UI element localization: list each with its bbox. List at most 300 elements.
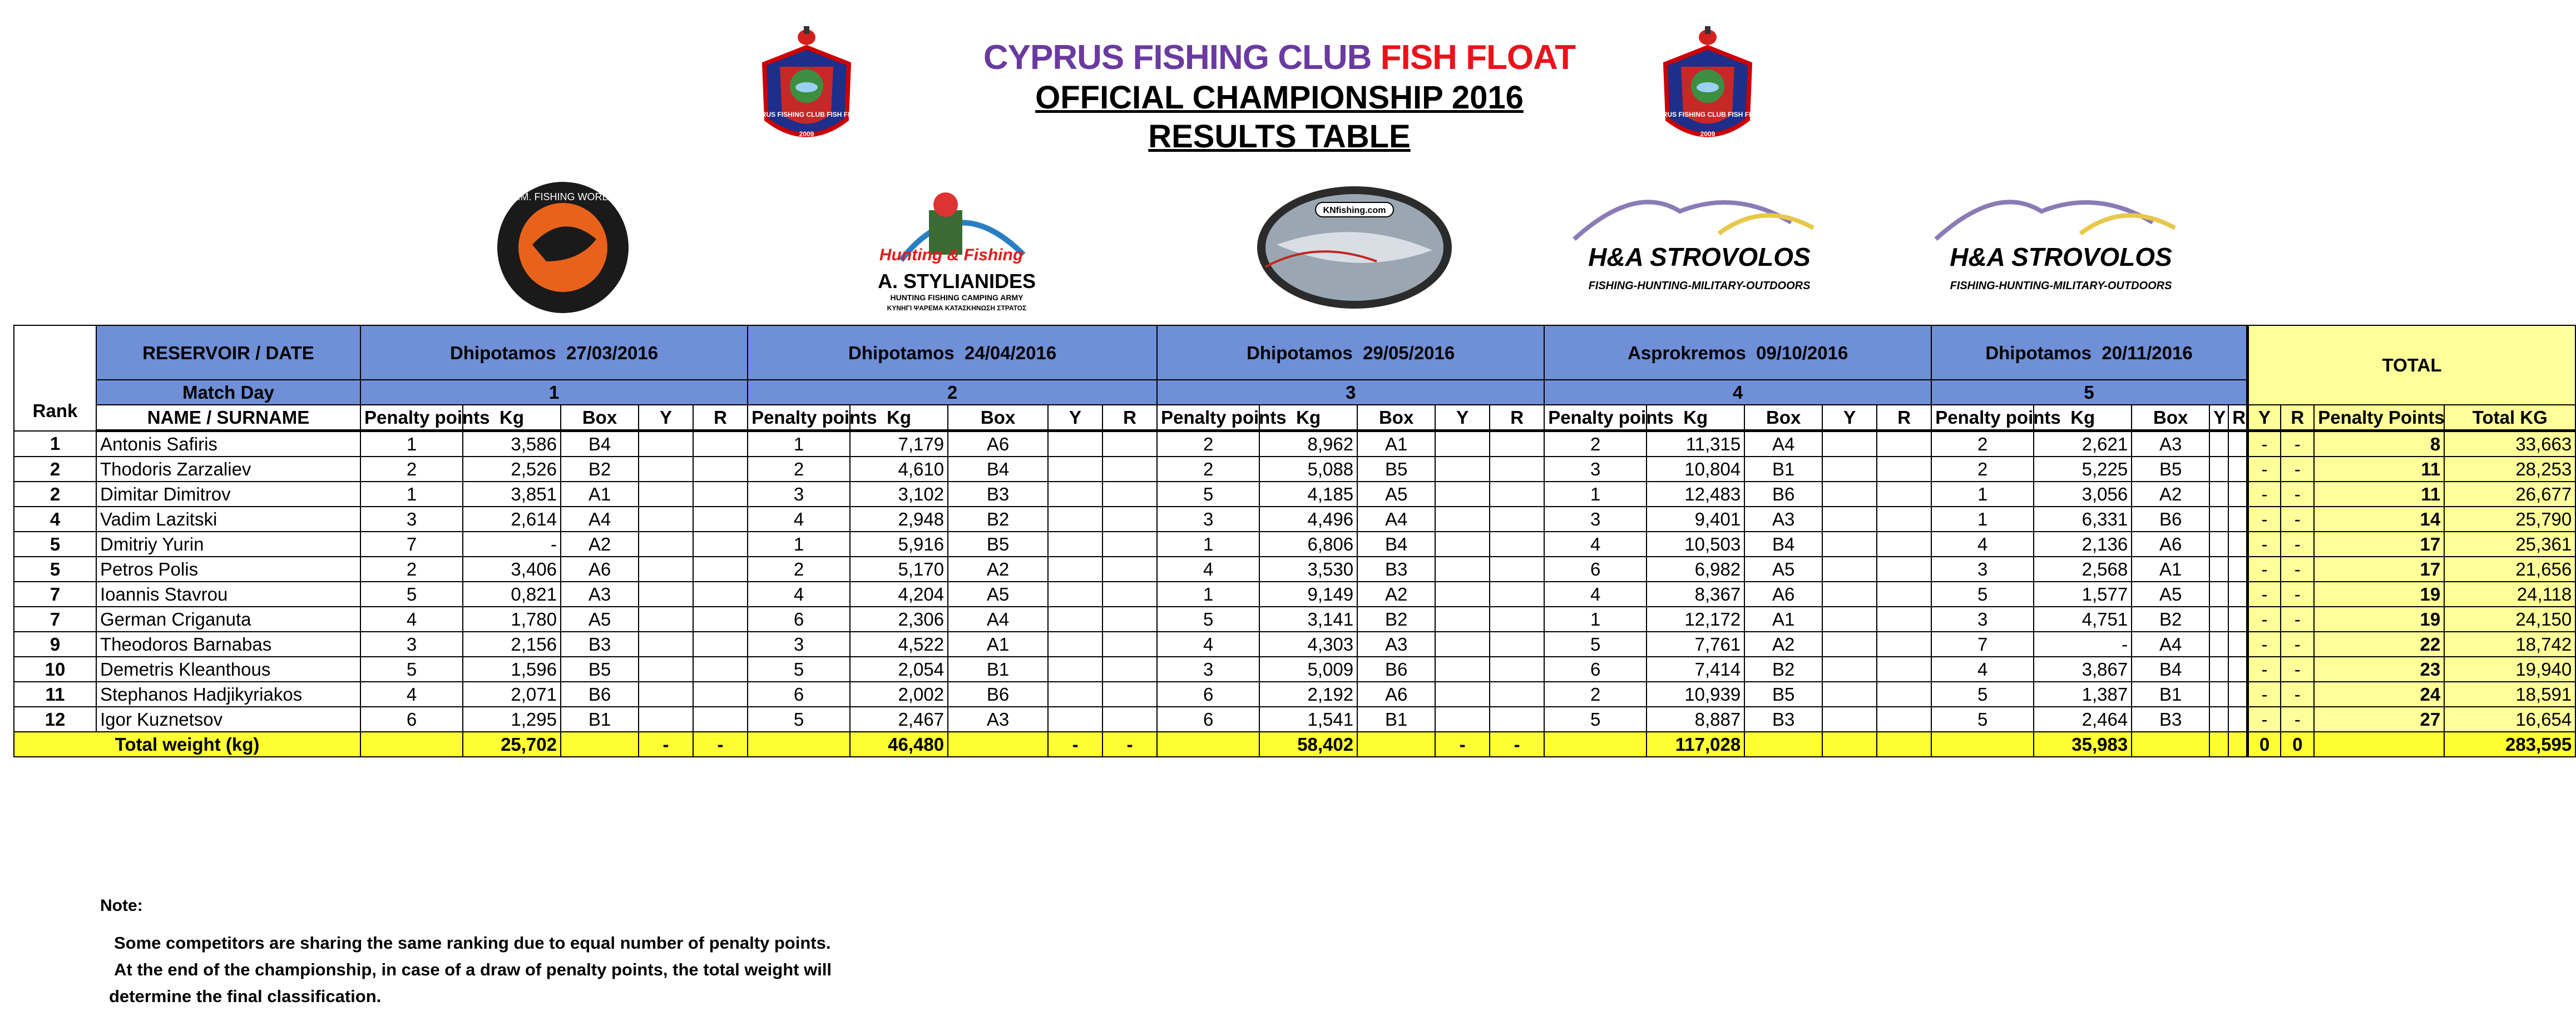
col-box-header: Box xyxy=(948,405,1048,431)
name-cell: Thodoris Zarzaliev xyxy=(96,457,360,482)
y-cell xyxy=(1822,632,1877,657)
kg-cell: 4,185 xyxy=(1259,482,1357,507)
penalty-cell: 3 xyxy=(1157,657,1259,682)
kg-cell: 7,761 xyxy=(1647,632,1744,657)
penalty-cell: 1 xyxy=(1544,482,1647,507)
r-cell xyxy=(2228,707,2247,732)
kg-cell: 9,401 xyxy=(1647,507,1744,532)
r-cell xyxy=(1877,682,1931,707)
r-cell xyxy=(2228,431,2247,457)
kg-cell: 2,948 xyxy=(850,507,948,532)
penalty-cell: 1 xyxy=(360,431,463,457)
name-cell: Stephanos Hadjikyriakos xyxy=(96,682,360,707)
y-cell xyxy=(1435,557,1490,582)
kg-cell: 5,009 xyxy=(1259,657,1357,682)
total-y-header: Y xyxy=(2247,405,2281,431)
kg-cell: 2,192 xyxy=(1259,682,1357,707)
penalty-cell: 4 xyxy=(360,607,463,632)
match-total-y xyxy=(1822,732,1877,757)
box-cell: A1 xyxy=(2132,557,2209,582)
r-cell xyxy=(1102,582,1157,607)
col-r-header: R xyxy=(1102,405,1157,431)
rank-cell: 2 xyxy=(14,482,96,507)
r-cell xyxy=(2228,582,2247,607)
total-weight-label: Total weight (kg) xyxy=(14,732,360,757)
box-cell: A4 xyxy=(1744,431,1822,457)
kg-cell: 4,303 xyxy=(1259,632,1357,657)
kg-cell: 3,586 xyxy=(463,431,561,457)
total-r-cell: - xyxy=(2281,682,2314,707)
name-cell: Igor Kuznetsov xyxy=(96,707,360,732)
penalty-cell: 1 xyxy=(748,532,850,557)
r-cell xyxy=(1102,707,1157,732)
strovolos-logo-1-sub: FISHING-HUNTING-MILITARY-OUTDOORS xyxy=(1588,280,1811,292)
kg-cell: 4,204 xyxy=(850,582,948,607)
kg-cell: 2,526 xyxy=(463,457,561,482)
r-cell xyxy=(1102,682,1157,707)
match-total-y: - xyxy=(639,732,693,757)
penalty-cell: 2 xyxy=(360,457,463,482)
y-cell xyxy=(1435,582,1490,607)
total-kg-cell: 33,663 xyxy=(2444,431,2575,457)
col-r-header: R xyxy=(693,405,748,431)
r-cell xyxy=(693,482,748,507)
total-r-cell: - xyxy=(2281,557,2314,582)
y-cell xyxy=(639,682,693,707)
box-cell: A4 xyxy=(2132,632,2209,657)
y-cell xyxy=(2209,632,2228,657)
header-line3: RESULTS TABLE xyxy=(1148,118,1411,155)
knfishing-logo xyxy=(1254,184,1455,311)
box-cell: B6 xyxy=(1357,657,1435,682)
grand-total-kg: 283,595 xyxy=(2444,732,2575,757)
y-cell xyxy=(1435,431,1490,457)
y-cell xyxy=(2209,431,2228,457)
y-cell xyxy=(1048,482,1102,507)
match-total-r: - xyxy=(693,732,748,757)
amfw-logo xyxy=(485,178,641,317)
stylianides-logo xyxy=(868,177,1046,316)
grand-total-y: 0 xyxy=(2247,732,2281,757)
y-cell xyxy=(1048,431,1102,457)
total-penalty-empty xyxy=(1931,732,2034,757)
penalty-cell: 5 xyxy=(1931,582,2034,607)
total-penalty-header: Penalty Points xyxy=(2314,405,2444,431)
kg-cell: 2,306 xyxy=(850,607,948,632)
table-row xyxy=(14,532,2575,557)
col-box-header: Box xyxy=(1744,405,1822,431)
total-r-cell: - xyxy=(2281,532,2314,557)
name-cell: Ioannis Stavrou xyxy=(96,582,360,607)
y-cell xyxy=(639,582,693,607)
penalty-cell: 3 xyxy=(1544,507,1647,532)
box-cell: B4 xyxy=(561,431,639,457)
penalty-cell: 2 xyxy=(1544,682,1647,707)
match-total-r xyxy=(2228,732,2247,757)
kg-cell: 10,503 xyxy=(1647,532,1744,557)
r-cell xyxy=(1877,532,1931,557)
y-cell xyxy=(2209,532,2228,557)
box-cell: B5 xyxy=(1357,457,1435,482)
total-r-cell: - xyxy=(2281,507,2314,532)
y-cell xyxy=(1048,682,1102,707)
total-box-empty xyxy=(2132,732,2209,757)
penalty-cell: 4 xyxy=(748,507,850,532)
y-cell xyxy=(1048,457,1102,482)
r-cell xyxy=(1877,582,1931,607)
box-cell: A3 xyxy=(948,707,1048,732)
r-cell xyxy=(1877,482,1931,507)
header-row-columns xyxy=(14,405,2575,431)
col-y-header: Y xyxy=(1822,405,1877,431)
strovolos-logo-2-sub: FISHING-HUNTING-MILITARY-OUTDOORS xyxy=(1950,280,2172,292)
box-cell: A3 xyxy=(1357,632,1435,657)
col-kg-header: Kg xyxy=(2034,405,2132,431)
y-cell xyxy=(1822,582,1877,607)
match-1-venue: Dhipotamos 27/03/2016 xyxy=(360,325,748,380)
total-box-empty xyxy=(1744,732,1822,757)
penalty-cell: 2 xyxy=(748,457,850,482)
name-cell: Demetris Kleanthous xyxy=(96,657,360,682)
box-cell: B2 xyxy=(2132,607,2209,632)
total-penalty-empty xyxy=(1544,732,1647,757)
kg-cell: 9,149 xyxy=(1259,582,1357,607)
kg-cell: 2,156 xyxy=(463,632,561,657)
penalty-cell: 2 xyxy=(1931,431,2034,457)
penalty-cell: 6 xyxy=(1544,557,1647,582)
penalty-cell: 3 xyxy=(1544,457,1647,482)
match-total-y: - xyxy=(1048,732,1102,757)
total-kg-cell: 24,118 xyxy=(2444,582,2575,607)
name-cell: Petros Polis xyxy=(96,557,360,582)
y-cell xyxy=(1435,482,1490,507)
club-logo-right-text: CYPRUS FISHING CLUB FISH FLOAT xyxy=(1649,111,1767,118)
penalty-cell: 4 xyxy=(1544,532,1647,557)
club-logo-right-year: 2009 xyxy=(1700,130,1715,138)
r-cell xyxy=(1490,482,1544,507)
box-cell: A1 xyxy=(561,482,639,507)
table-row xyxy=(14,657,2575,682)
match-total-r: - xyxy=(1102,732,1157,757)
box-cell: A3 xyxy=(1744,507,1822,532)
r-cell xyxy=(1102,482,1157,507)
box-cell: A6 xyxy=(561,557,639,582)
total-r-cell: - xyxy=(2281,657,2314,682)
penalty-cell: 7 xyxy=(1931,632,2034,657)
total-penalty-empty xyxy=(1157,732,1259,757)
rank-cell: 1 xyxy=(14,431,96,457)
club-logo-right xyxy=(1649,25,1767,153)
penalty-cell: 1 xyxy=(1157,532,1259,557)
club-name-red: FISH FLOAT xyxy=(1380,38,1576,77)
r-cell xyxy=(1490,457,1544,482)
penalty-cell: 1 xyxy=(748,431,850,457)
box-cell: B1 xyxy=(2132,682,2209,707)
y-cell xyxy=(1435,657,1490,682)
r-cell xyxy=(1490,607,1544,632)
box-cell: B1 xyxy=(561,707,639,732)
total-y-cell: - xyxy=(2247,682,2281,707)
r-cell xyxy=(1490,431,1544,457)
y-cell xyxy=(1435,457,1490,482)
y-cell xyxy=(2209,682,2228,707)
y-cell xyxy=(639,507,693,532)
box-cell: A3 xyxy=(561,582,639,607)
penalty-cell: 2 xyxy=(360,557,463,582)
total-r-cell: - xyxy=(2281,482,2314,507)
y-cell xyxy=(1822,707,1877,732)
total-y-cell: - xyxy=(2247,507,2281,532)
penalty-cell: 6 xyxy=(1157,707,1259,732)
r-cell xyxy=(1877,507,1931,532)
kg-cell: 8,367 xyxy=(1647,582,1744,607)
r-cell xyxy=(1877,607,1931,632)
r-cell xyxy=(693,607,748,632)
match-3-day: 3 xyxy=(1157,380,1544,405)
y-cell xyxy=(1048,582,1102,607)
r-cell xyxy=(1102,657,1157,682)
total-y-cell: - xyxy=(2247,582,2281,607)
y-cell xyxy=(1822,507,1877,532)
box-cell: B5 xyxy=(561,657,639,682)
kg-cell: 0,821 xyxy=(463,582,561,607)
penalty-cell: 1 xyxy=(1544,607,1647,632)
box-cell: B1 xyxy=(1357,707,1435,732)
total-penalty-cell: 11 xyxy=(2314,457,2444,482)
box-cell: B1 xyxy=(1744,457,1822,482)
box-cell: B4 xyxy=(1357,532,1435,557)
y-cell xyxy=(1822,682,1877,707)
y-cell xyxy=(1048,607,1102,632)
r-cell xyxy=(1490,507,1544,532)
r-cell xyxy=(2228,532,2247,557)
box-cell: A5 xyxy=(948,582,1048,607)
penalty-cell: 5 xyxy=(1544,632,1647,657)
y-cell xyxy=(1822,657,1877,682)
box-cell: B2 xyxy=(1357,607,1435,632)
r-cell xyxy=(2228,632,2247,657)
penalty-cell: 6 xyxy=(748,607,850,632)
r-cell xyxy=(1490,632,1544,657)
box-cell: B4 xyxy=(2132,657,2209,682)
penalty-cell: 4 xyxy=(1544,582,1647,607)
kg-cell: 2,071 xyxy=(463,682,561,707)
penalty-cell: 6 xyxy=(748,682,850,707)
match-total-y: - xyxy=(1435,732,1490,757)
stylianides-logo-sub: HUNTING FISHING CAMPING ARMY xyxy=(890,293,1024,302)
match-total-kg: 35,983 xyxy=(2034,732,2132,757)
total-kg-cell: 25,361 xyxy=(2444,532,2575,557)
penalty-cell: 3 xyxy=(360,632,463,657)
box-cell: A4 xyxy=(561,507,639,532)
y-cell xyxy=(1048,532,1102,557)
col-kg-header: Kg xyxy=(463,405,561,431)
total-kg-cell: 21,656 xyxy=(2444,557,2575,582)
match-total-y xyxy=(2209,732,2228,757)
col-y-header: Y xyxy=(1435,405,1490,431)
y-cell xyxy=(1822,607,1877,632)
total-y-cell: - xyxy=(2247,657,2281,682)
col-y-header: Y xyxy=(2209,405,2228,431)
y-cell xyxy=(1048,557,1102,582)
amfw-logo-text: A.M. FISHING WORLD xyxy=(511,191,615,202)
rank-cell: 2 xyxy=(14,457,96,482)
penalty-cell: 7 xyxy=(360,532,463,557)
r-cell xyxy=(693,682,748,707)
kg-cell: 4,496 xyxy=(1259,507,1357,532)
y-cell xyxy=(639,707,693,732)
table-row xyxy=(14,682,2575,707)
total-kg-cell: 18,742 xyxy=(2444,632,2575,657)
name-cell: Antonis Safiris xyxy=(96,431,360,457)
penalty-cell: 4 xyxy=(1157,632,1259,657)
y-cell xyxy=(1048,707,1102,732)
total-r-cell: - xyxy=(2281,607,2314,632)
y-cell xyxy=(639,482,693,507)
penalty-cell: 5 xyxy=(360,657,463,682)
kg-cell: 7,414 xyxy=(1647,657,1744,682)
y-cell xyxy=(1048,657,1102,682)
col-penalty-header: Penalty points xyxy=(1544,405,1647,431)
kg-cell: 11,315 xyxy=(1647,431,1744,457)
box-cell: A2 xyxy=(561,532,639,557)
kg-cell: 2,614 xyxy=(463,507,561,532)
note-line3: determine the final classification. xyxy=(109,987,382,1006)
total-kg-header: Total KG xyxy=(2444,405,2575,431)
y-cell xyxy=(1435,607,1490,632)
col-penalty-header: Penalty points xyxy=(1931,405,2034,431)
header-row-venue xyxy=(14,325,2575,380)
kg-cell: - xyxy=(463,532,561,557)
total-penalty-cell: 19 xyxy=(2314,607,2444,632)
total-penalty-cell: 11 xyxy=(2314,482,2444,507)
penalty-cell: 2 xyxy=(1544,431,1647,457)
kg-cell: 1,596 xyxy=(463,657,561,682)
rank-cell: 7 xyxy=(14,582,96,607)
penalty-cell: 5 xyxy=(1157,482,1259,507)
r-cell xyxy=(2228,507,2247,532)
total-y-cell: - xyxy=(2247,457,2281,482)
match-total-kg: 117,028 xyxy=(1647,732,1744,757)
total-r-header: R xyxy=(2281,405,2314,431)
kg-cell: 12,483 xyxy=(1647,482,1744,507)
rank-cell: 5 xyxy=(14,532,96,557)
table-row xyxy=(14,707,2575,732)
rank-cell: 12 xyxy=(14,707,96,732)
kg-cell: 1,780 xyxy=(463,607,561,632)
penalty-cell: 5 xyxy=(360,582,463,607)
total-y-cell: - xyxy=(2247,482,2281,507)
box-cell: A5 xyxy=(1744,557,1822,582)
rank-cell: 11 xyxy=(14,682,96,707)
kg-cell: 2,464 xyxy=(2034,707,2132,732)
y-cell xyxy=(1435,682,1490,707)
total-kg-cell: 28,253 xyxy=(2444,457,2575,482)
penalty-cell: 2 xyxy=(1931,457,2034,482)
y-cell xyxy=(639,457,693,482)
name-cell: Dimitar Dimitrov xyxy=(96,482,360,507)
col-r-header: R xyxy=(2228,405,2247,431)
y-cell xyxy=(2209,582,2228,607)
box-cell: B5 xyxy=(2132,457,2209,482)
total-y-cell: - xyxy=(2247,707,2281,732)
y-cell xyxy=(1435,532,1490,557)
r-cell xyxy=(2228,682,2247,707)
strovolos-logo-1-title: H&A STROVOLOS xyxy=(1588,242,1811,271)
penalty-cell: 5 xyxy=(1931,707,2034,732)
r-cell xyxy=(2228,657,2247,682)
penalty-cell: 1 xyxy=(1931,507,2034,532)
box-cell: B3 xyxy=(2132,707,2209,732)
match-4-venue: Asprokremos 09/10/2016 xyxy=(1544,325,1931,380)
penalty-cell: 5 xyxy=(1931,682,2034,707)
total-box-empty xyxy=(948,732,1048,757)
total-penalty-empty xyxy=(748,732,850,757)
col-r-header: R xyxy=(1490,405,1544,431)
kg-cell: 6,331 xyxy=(2034,507,2132,532)
y-cell xyxy=(1435,507,1490,532)
y-cell xyxy=(639,431,693,457)
col-penalty-header: Penalty points xyxy=(1157,405,1259,431)
box-cell: B6 xyxy=(948,682,1048,707)
rank-cell: 5 xyxy=(14,557,96,582)
rank-cell: 4 xyxy=(14,507,96,532)
box-cell: B2 xyxy=(561,457,639,482)
club-logo-left-year: 2009 xyxy=(799,130,814,138)
match-total-r xyxy=(1877,732,1931,757)
table-row xyxy=(14,632,2575,657)
penalty-cell: 4 xyxy=(1157,557,1259,582)
y-cell xyxy=(1048,507,1102,532)
club-name: CYPRUS FISHING CLUB xyxy=(983,38,1372,77)
box-cell: A1 xyxy=(1744,607,1822,632)
kg-cell: 2,002 xyxy=(850,682,948,707)
r-cell xyxy=(1490,532,1544,557)
r-cell xyxy=(1877,557,1931,582)
box-cell: B6 xyxy=(1744,482,1822,507)
col-y-header: Y xyxy=(1048,405,1102,431)
r-cell xyxy=(1490,582,1544,607)
r-cell xyxy=(693,507,748,532)
penalty-cell: 3 xyxy=(1157,507,1259,532)
total-penalty-cell: 27 xyxy=(2314,707,2444,732)
kg-cell: 3,867 xyxy=(2034,657,2132,682)
y-cell xyxy=(639,657,693,682)
header-line1 xyxy=(890,38,1669,77)
kg-cell: 8,962 xyxy=(1259,431,1357,457)
kg-cell: 3,406 xyxy=(463,557,561,582)
col-box-header: Box xyxy=(2132,405,2209,431)
total-kg-cell: 19,940 xyxy=(2444,657,2575,682)
table-row xyxy=(14,431,2575,457)
header-row-matchday xyxy=(14,380,2575,405)
y-cell xyxy=(2209,482,2228,507)
penalty-cell: 2 xyxy=(748,557,850,582)
box-cell: A6 xyxy=(1357,682,1435,707)
kg-cell: 12,172 xyxy=(1647,607,1744,632)
table-row xyxy=(14,557,2575,582)
y-cell xyxy=(1822,532,1877,557)
box-cell: A1 xyxy=(1357,431,1435,457)
r-cell xyxy=(1102,607,1157,632)
penalty-cell: 3 xyxy=(1931,557,2034,582)
penalty-cell: 6 xyxy=(1157,682,1259,707)
total-kg-cell: 24,150 xyxy=(2444,607,2575,632)
box-cell: B6 xyxy=(2132,507,2209,532)
total-header: TOTAL xyxy=(2247,325,2575,405)
kg-cell: 7,179 xyxy=(850,431,948,457)
penalty-cell: 1 xyxy=(1931,482,2034,507)
